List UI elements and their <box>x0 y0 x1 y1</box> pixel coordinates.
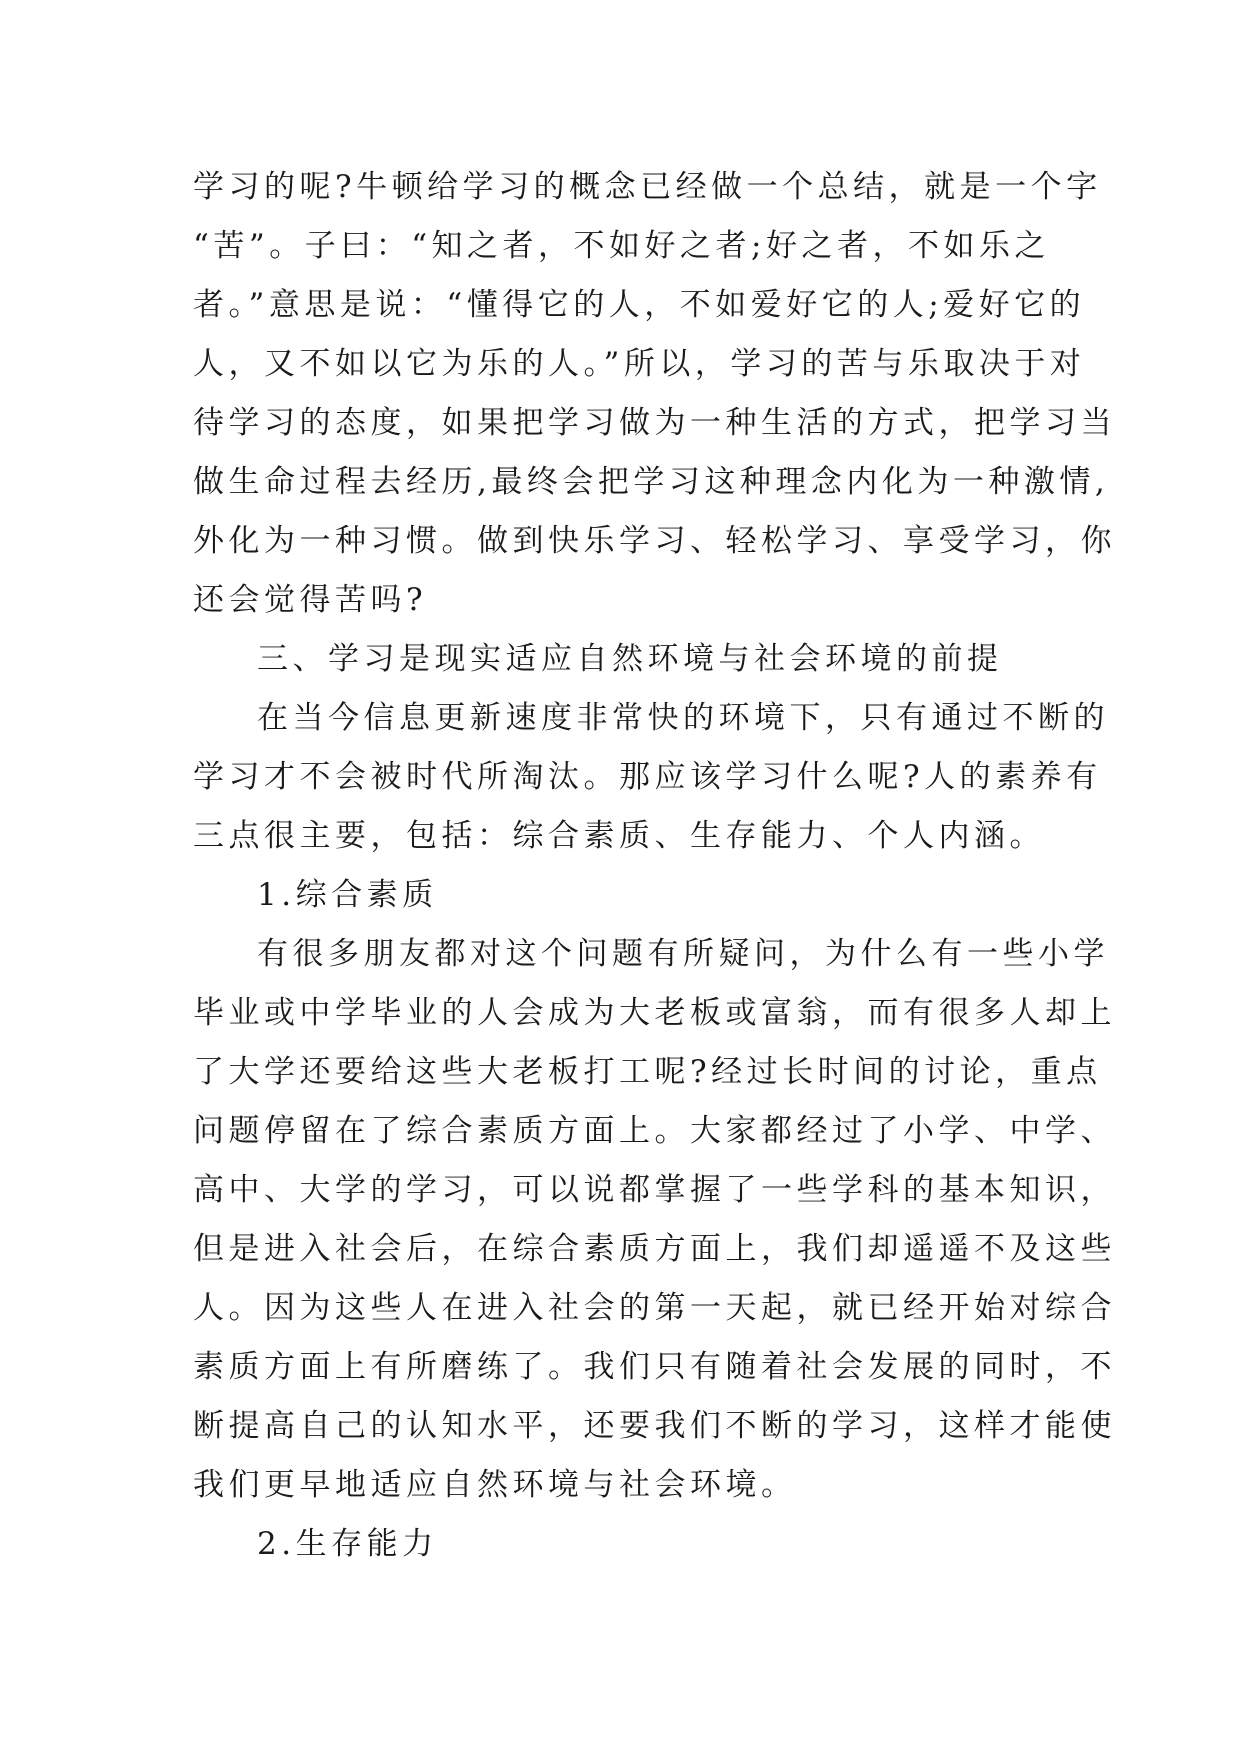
text-line: 人。因为这些人在进入社会的第一天起，就已经开始对综合 <box>193 1290 1116 1326</box>
text-line: 外化为一种习惯。做到快乐学习、轻松学习、享受学习，你 <box>193 523 1116 559</box>
text-line: 学习的呢?牛顿给学习的概念已经做一个总结，就是一个字 <box>193 169 1102 205</box>
document-body <box>193 158 1116 1574</box>
text-line: 我们更早地适应自然环境与社会环境。 <box>193 1467 797 1503</box>
text-line: 做生命过程去经历,最终会把学习这种理念内化为一种激情, <box>193 464 1110 500</box>
section-heading: 三、学习是现实适应自然环境与社会环境的前提 <box>257 641 1003 677</box>
text-line: 人，又不如以它为乐的人。”所以，学习的苦与乐取决于对 <box>193 346 1086 382</box>
text-line: 高中、大学的学习，可以说都掌握了一些学科的基本知识， <box>193 1172 1116 1208</box>
text-line: 断提高自己的认知水平，还要我们不断的学习，这样才能使 <box>193 1408 1116 1444</box>
text-line: “苦”。子曰：“知之者，不如好之者;好之者，不如乐之 <box>193 228 1050 264</box>
subsection-heading: 2.生存能力 <box>257 1526 438 1562</box>
text-line: 素质方面上有所磨练了。我们只有随着社会发展的同时，不 <box>193 1349 1116 1385</box>
text-line: 三点很主要，包括：综合素质、生存能力、个人内涵。 <box>193 818 1045 854</box>
text-line: 了大学还要给这些大老板打工呢?经过长时间的讨论，重点 <box>193 1054 1102 1090</box>
paragraph-start-line: 有很多朋友都对这个问题有所疑问，为什么有一些小学 <box>257 936 1109 972</box>
text-line: 毕业或中学毕业的人会成为大老板或富翁，而有很多人却上 <box>193 995 1116 1031</box>
text-line: 但是进入社会后，在综合素质方面上，我们却遥遥不及这些 <box>193 1231 1116 1267</box>
subsection-heading: 1.综合素质 <box>257 877 438 913</box>
text-line: 学习才不会被时代所淘汰。那应该学习什么呢?人的素养有 <box>193 759 1102 795</box>
text-line: 还会觉得苦吗? <box>193 582 428 618</box>
paragraph-start-line: 在当今信息更新速度非常快的环境下，只有通过不断的 <box>257 700 1109 736</box>
text-line: 问题停留在了综合素质方面上。大家都经过了小学、中学、 <box>193 1113 1116 1149</box>
text-line: 者。”意思是说：“懂得它的人，不如爱好它的人;爱好它的 <box>193 287 1086 323</box>
text-line: 待学习的态度，如果把学习做为一种生活的方式，把学习当 <box>193 405 1116 441</box>
